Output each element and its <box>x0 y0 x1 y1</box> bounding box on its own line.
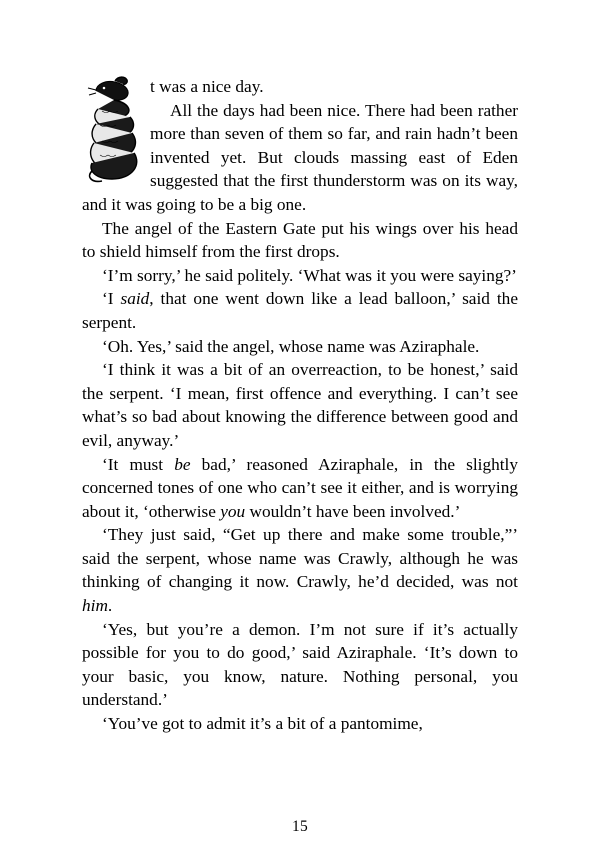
body-paragraph: ‘You’ve got to admit it’s a bit of a pantomime, <box>102 714 423 734</box>
body-paragraph: All the days had been nice. There had been rather more than seven of them so far, and rain hadn’t been invented yet. But clouds massing east of Eden suggested that the first thunderstorm was on its way, and it was going to be a big one. <box>82 100 518 214</box>
page-number: 15 <box>291 818 309 835</box>
body-paragraph: The angel of the Eastern Gate put his wings over his head to shield himself from the first drops. <box>82 218 518 262</box>
body-paragraph: ‘It must be bad,’ reasoned Aziraphale, in the slightly concerned tones of one who can’t see it either, and is worrying about it, ‘otherwise you wouldn’t have been involved.’ <box>82 454 519 521</box>
body-paragraph: t was a nice day. <box>150 77 264 96</box>
emphasis-text: him <box>82 596 108 616</box>
body-paragraph: ‘I think it was a bit of an overreaction, to be honest,’ said the serpent. ‘I mean, first offence and everything. I can’t see what’s so bad about knowing the difference between good and evil, anyway.’ <box>82 360 518 450</box>
body-paragraph: ‘I said, that one went down like a lead balloon,’ said the serpent. <box>82 289 518 332</box>
emphasis-text: said <box>120 289 150 309</box>
emphasis-text: you <box>220 501 246 521</box>
body-paragraph: ‘They just said, “Get up there and make some trouble,”’ said the serpent, whose name was Crawly, although he was thinking of changing it now. Crawly, he’d decided, was not him. <box>82 525 518 616</box>
body-text-column <box>82 75 518 736</box>
body-paragraph: ‘Yes, but you’re a demon. I’m not sure if it’s actually possible for you to do good,’ said Aziraphale. ‘It’s down to your basic, you know, nature. Nothing personal, you understand.’ <box>82 619 518 710</box>
emphasis-text: be <box>174 454 191 474</box>
body-paragraph: ‘I’m sorry,’ he said politely. ‘What was it you were saying?’ <box>102 265 517 285</box>
coiled-serpent-illustration <box>82 75 146 185</box>
body-paragraph: ‘Oh. Yes,’ said the angel, whose name was Aziraphale. <box>102 336 480 356</box>
paragraph-list <box>82 75 518 736</box>
